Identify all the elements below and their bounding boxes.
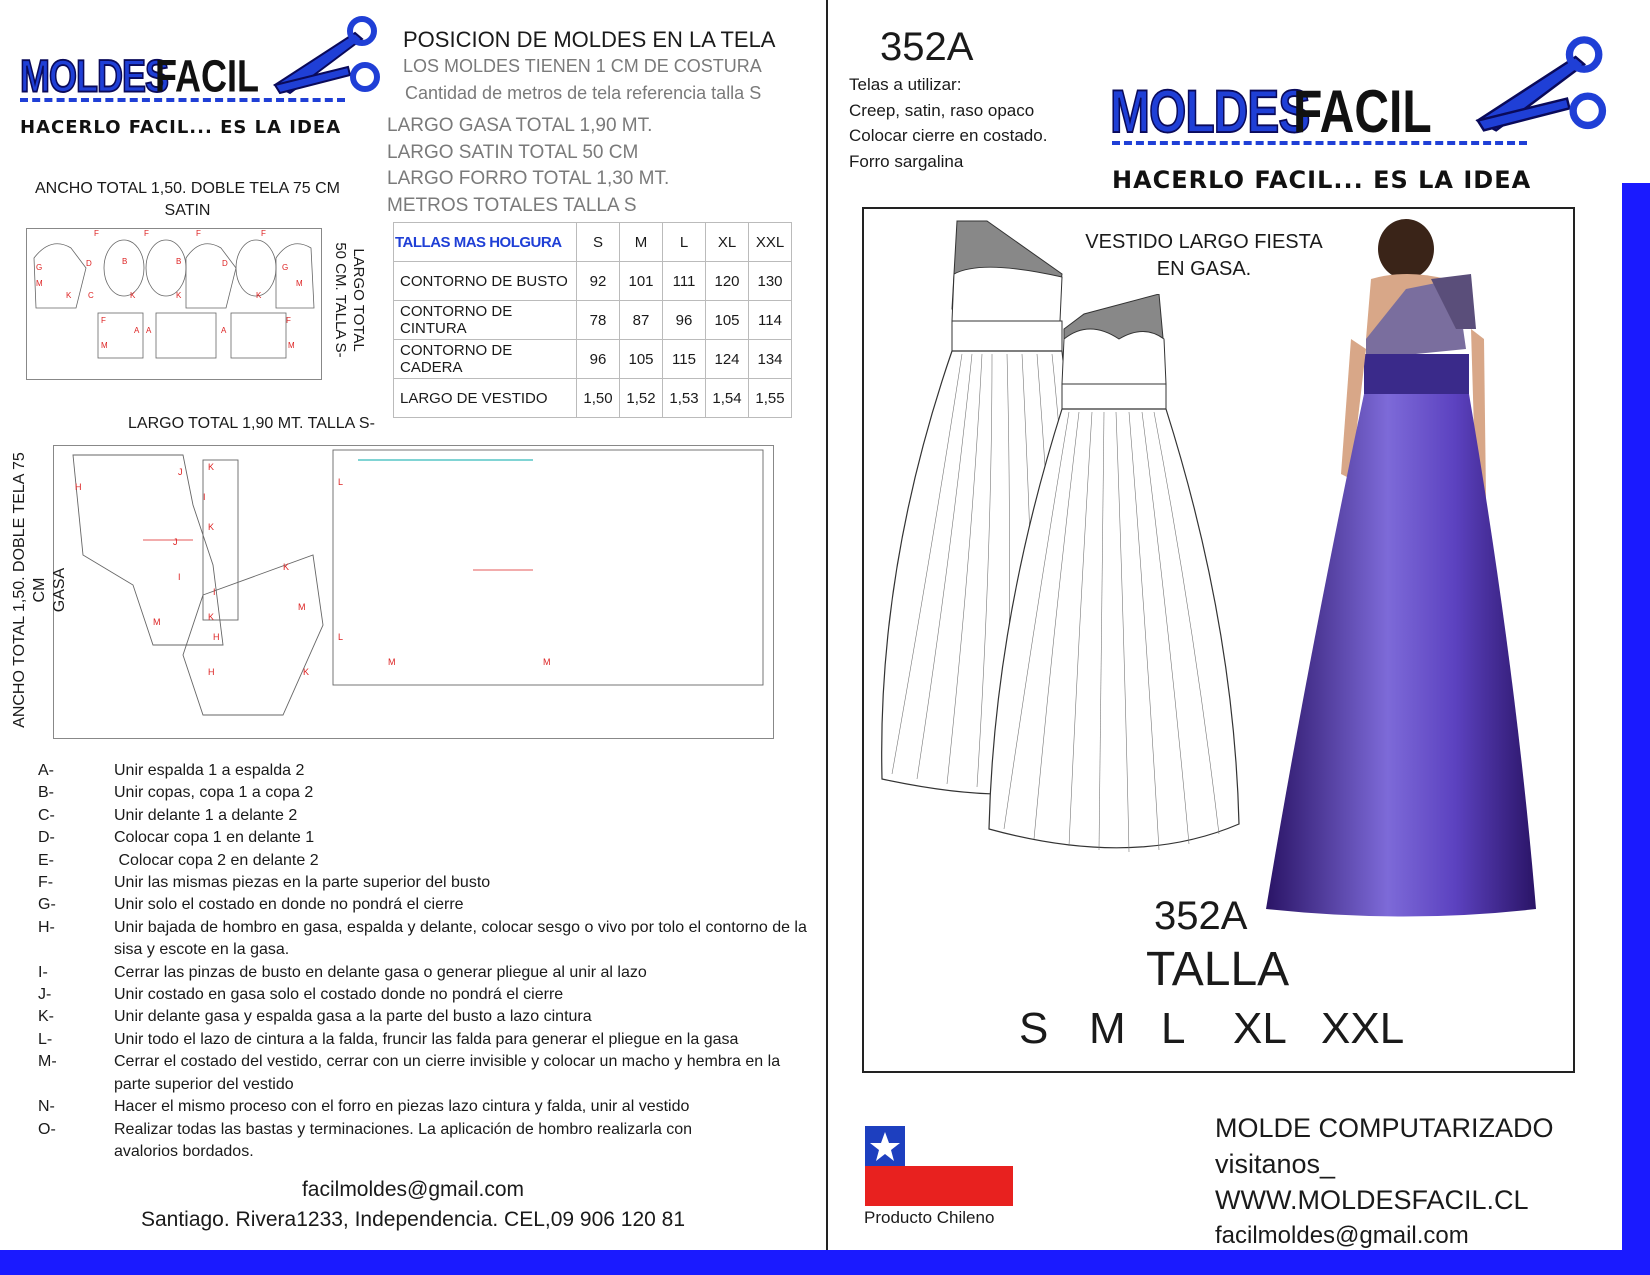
instruction-text: Unir delante 1 a delante 2 xyxy=(114,806,298,824)
scissors-icon xyxy=(270,15,390,105)
svg-text:F: F xyxy=(94,229,99,238)
svg-text:F: F xyxy=(261,229,266,238)
row-label: CONTORNO DE CADERA xyxy=(394,340,577,379)
instruction-key: J- xyxy=(38,986,52,1004)
svg-text:K: K xyxy=(176,291,182,300)
length-satin: LARGO SATIN TOTAL 50 CM xyxy=(387,141,639,163)
lengths-list xyxy=(387,113,669,219)
cell: 115 xyxy=(663,340,706,379)
cell: 92 xyxy=(577,262,620,301)
satin-title-line: SATIN xyxy=(164,202,211,219)
fabric-line: Forro sargalina xyxy=(849,151,964,171)
instruction-item xyxy=(38,872,808,894)
cell: 105 xyxy=(620,340,663,379)
footer-info xyxy=(1215,1110,1554,1254)
contact-address: Santiago. Rivera1233, Independencia. CEL,09 906 120 81 xyxy=(140,1208,686,1231)
logo-facil-text: FACIL xyxy=(1293,79,1432,146)
instruction-key: M- xyxy=(38,1053,57,1071)
svg-text:K: K xyxy=(208,462,215,472)
svg-text:A: A xyxy=(134,326,140,335)
instruction-item xyxy=(38,917,808,962)
svg-text:B: B xyxy=(122,257,128,266)
gasa-pattern-layout xyxy=(53,445,775,740)
footer-email-link[interactable]: facilmoldes@gmail.com xyxy=(1215,1222,1469,1249)
gasa-side-line: ANCHO TOTAL 1,50. DOBLE TELA 75 CM xyxy=(11,452,48,728)
svg-text:H: H xyxy=(213,632,220,642)
instruction-key: H- xyxy=(38,918,55,936)
svg-text:B: B xyxy=(176,257,182,266)
instruction-text: Unir espalda 1 a espalda 2 xyxy=(114,762,305,779)
instruction-item xyxy=(38,1006,808,1028)
size-head: L xyxy=(663,223,706,262)
cell: 130 xyxy=(749,262,792,301)
svg-text:F: F xyxy=(144,229,149,238)
svg-text:G: G xyxy=(36,263,43,272)
instruction-item xyxy=(38,805,808,827)
footer-website-link[interactable]: WWW.MOLDESFACIL.CL xyxy=(1215,1185,1529,1215)
svg-text:D: D xyxy=(86,259,92,268)
contact-email[interactable]: facilmoldes@gmail.com xyxy=(301,1178,525,1201)
size-option: S xyxy=(1019,1004,1049,1053)
instruction-text: Colocar copa 2 en delante 2 xyxy=(114,851,319,869)
page-divider xyxy=(826,0,828,1275)
length-total: METROS TOTALES TALLA S xyxy=(387,194,637,216)
table-header: TALLAS MAS HOLGURA xyxy=(394,223,577,262)
svg-text:I: I xyxy=(213,587,216,597)
instruction-text: Realizar todas las bastas y terminaciones. La aplicación de hombro realizarla con avalorios bordados. xyxy=(114,1120,693,1160)
size-head: M xyxy=(620,223,663,262)
talla-label: TALLA xyxy=(1146,943,1290,996)
origin-label: Producto Chileno xyxy=(864,1208,995,1227)
accent-side-bar xyxy=(1622,183,1650,1253)
cell: 78 xyxy=(577,301,620,340)
instruction-item xyxy=(38,1119,808,1164)
satin-side-line: 50 CM. TALLA S- xyxy=(332,242,349,358)
cell: 114 xyxy=(749,301,792,340)
cell: 101 xyxy=(620,262,663,301)
instruction-item xyxy=(38,1029,808,1051)
svg-text:M: M xyxy=(298,602,306,612)
logo-underline xyxy=(20,98,345,102)
instruction-key: G- xyxy=(38,896,56,914)
svg-text:K: K xyxy=(208,612,215,622)
svg-text:M: M xyxy=(153,617,161,627)
instruction-item xyxy=(38,1051,808,1096)
logo-facil-text: FACIL xyxy=(155,50,259,102)
instruction-text: Unir copas, copa 1 a copa 2 xyxy=(114,784,314,802)
table-row xyxy=(394,340,792,379)
svg-text:I: I xyxy=(203,492,206,502)
svg-text:H: H xyxy=(75,482,82,492)
fabric-line: Telas a utilizar: xyxy=(849,75,962,94)
footer-title: MOLDE COMPUTARIZADO xyxy=(1215,1113,1554,1143)
accent-bottom-bar xyxy=(0,1250,1650,1275)
instruction-text: Hacer el mismo proceso con el forro en piezas lazo cintura y falda, unir al vestido xyxy=(114,1098,690,1116)
cell: 105 xyxy=(706,301,749,340)
instruction-item xyxy=(38,962,808,984)
size-head: XXL xyxy=(749,223,792,262)
instruction-key: C- xyxy=(38,806,55,824)
fabric-line: Colocar cierre en costado. xyxy=(849,126,1048,145)
meters-note: Cantidad de metros de tela referencia talla S xyxy=(405,83,762,103)
tagline: HACERLO FACIL... ES LA IDEA xyxy=(20,117,342,138)
pattern-code: 352A xyxy=(880,25,974,69)
instruction-text: Unir costado en gasa solo el costado donde no pondrá el cierre xyxy=(114,986,564,1004)
size-option: M xyxy=(1089,1004,1126,1053)
satin-title xyxy=(20,178,355,222)
cell: 1,52 xyxy=(620,379,663,418)
cell: 87 xyxy=(620,301,663,340)
code-big: 352A xyxy=(1154,894,1248,938)
svg-text:M: M xyxy=(296,279,303,288)
row-label: CONTORNO DE CINTURA xyxy=(394,301,577,340)
instruction-text: Unir las mismas piezas en la parte superior del busto xyxy=(114,874,491,892)
cell: 134 xyxy=(749,340,792,379)
instruction-key: D- xyxy=(38,829,55,847)
instruction-item xyxy=(38,782,808,804)
length-forro: LARGO FORRO TOTAL 1,30 MT. xyxy=(387,168,670,189)
dress-flat-front-drawing xyxy=(984,294,1254,884)
dress-title-line: VESTIDO LARGO FIESTA xyxy=(1085,231,1323,253)
instruction-key: E- xyxy=(38,851,54,869)
instruction-key: F- xyxy=(38,874,54,892)
size-head: S xyxy=(577,223,620,262)
table-row xyxy=(394,379,792,418)
svg-text:M: M xyxy=(101,341,108,350)
instruction-text: Unir bajada de hombro en gasa, espalda y delante, colocar sesgo o vivo por tolo el contorno de la sisa y escote en la gasa. xyxy=(114,918,807,959)
cell: 1,53 xyxy=(663,379,706,418)
size-option: XXL xyxy=(1321,1004,1405,1053)
cell: 96 xyxy=(663,301,706,340)
instruction-item xyxy=(38,850,808,872)
size-option: L xyxy=(1161,1004,1186,1053)
svg-text:K: K xyxy=(283,562,290,572)
row-label: LARGO DE VESTIDO xyxy=(394,379,577,418)
svg-text:F: F xyxy=(196,229,201,238)
fabric-line: Creep, satin, raso opaco xyxy=(849,100,1035,120)
instruction-key: K- xyxy=(38,1008,54,1026)
size-head: XL xyxy=(706,223,749,262)
table-row xyxy=(394,301,792,340)
svg-text:F: F xyxy=(101,316,106,325)
instruction-text: Colocar copa 1 en delante 1 xyxy=(114,829,315,847)
instruction-text: Unir delante gasa y espalda gasa a la parte del busto a lazo cintura xyxy=(114,1008,592,1026)
chile-flag-icon xyxy=(865,1126,1013,1206)
cell: 111 xyxy=(663,262,706,301)
instruction-text: Unir todo el lazo de cintura a la falda, fruncir las falda para generar el pliegue en la gasa xyxy=(114,1030,739,1048)
size-options xyxy=(1019,1004,1404,1054)
instruction-text: Cerrar las pinzas de busto en delante gasa o generar pliegue al unir al lazo xyxy=(114,963,647,981)
instruction-item xyxy=(38,760,808,782)
svg-text:L: L xyxy=(338,477,344,487)
svg-text:K: K xyxy=(208,522,215,532)
cell: 1,50 xyxy=(577,379,620,418)
svg-text:J: J xyxy=(173,537,178,547)
positions-heading: POSICION DE MOLDES EN LA TELA xyxy=(403,27,776,52)
tagline: HACERLO FACIL... ES LA IDEA xyxy=(1112,166,1532,194)
svg-text:K: K xyxy=(130,291,136,300)
svg-text:D: D xyxy=(222,259,228,268)
svg-text:H: H xyxy=(208,667,215,677)
satin-side-label xyxy=(332,235,385,365)
cell: 124 xyxy=(706,340,749,379)
instruction-item xyxy=(38,1096,808,1118)
svg-text:K: K xyxy=(303,667,310,677)
instruction-text: Cerrar el costado del vestido, cerrar con un cierre invisible y colocar un macho y hembra en la parte superior del vestido xyxy=(114,1053,781,1093)
svg-text:G: G xyxy=(282,263,289,272)
fabrics-list xyxy=(849,72,1047,174)
svg-text:M: M xyxy=(36,279,43,288)
product-frame xyxy=(862,207,1575,1073)
instruction-key: L- xyxy=(38,1030,53,1048)
svg-text:K: K xyxy=(66,291,72,300)
dress-title-line: EN GASA. xyxy=(1156,258,1252,280)
table-row xyxy=(394,262,792,301)
logo-underline xyxy=(1112,141,1527,145)
instruction-key: I- xyxy=(38,963,48,981)
instructions-list xyxy=(38,760,808,1163)
instruction-item xyxy=(38,984,808,1006)
svg-text:A: A xyxy=(221,326,227,335)
size-option: XL xyxy=(1233,1004,1287,1053)
logo-moldes-text: MOLDES xyxy=(20,50,169,102)
cell: 120 xyxy=(706,262,749,301)
svg-text:F: F xyxy=(286,316,291,325)
length-gasa: LARGO GASA TOTAL 1,90 MT. xyxy=(387,115,653,136)
cell: 1,55 xyxy=(749,379,792,418)
svg-text:K: K xyxy=(256,291,262,300)
svg-text:M: M xyxy=(288,341,295,350)
instruction-item xyxy=(38,894,808,916)
gasa-title: LARGO TOTAL 1,90 MT. TALLA S- xyxy=(128,415,375,432)
instruction-text: Unir solo el costado en donde no pondrá el cierre xyxy=(114,896,464,914)
svg-text:M: M xyxy=(388,657,396,667)
instruction-key: B- xyxy=(38,784,54,802)
instruction-key: A- xyxy=(38,762,54,779)
svg-text:A: A xyxy=(146,326,152,335)
size-table xyxy=(393,222,792,418)
row-label: CONTORNO DE BUSTO xyxy=(394,262,577,301)
svg-text:I: I xyxy=(178,572,181,582)
satin-title-line: ANCHO TOTAL 1,50. DOBLE TELA 75 CM xyxy=(34,180,340,197)
svg-text:M: M xyxy=(543,657,551,667)
scissors-icon xyxy=(1465,35,1625,145)
svg-text:C: C xyxy=(88,291,94,300)
seam-note: LOS MOLDES TIENEN 1 CM DE COSTURA xyxy=(403,56,762,76)
logo-moldes-text: MOLDES xyxy=(1110,79,1310,146)
svg-text:J: J xyxy=(178,467,183,477)
dress-photo xyxy=(1256,219,1556,919)
satin-pattern-layout xyxy=(26,228,322,380)
gasa-side-label xyxy=(10,440,68,740)
cell: 96 xyxy=(577,340,620,379)
cell: 1,54 xyxy=(706,379,749,418)
instruction-item xyxy=(38,827,808,849)
footer-visit: visitanos_ xyxy=(1215,1149,1336,1179)
gasa-side-line: GASA xyxy=(51,567,68,613)
satin-side-line: LARGO TOTAL xyxy=(350,248,367,352)
instruction-key: O- xyxy=(38,1120,56,1138)
svg-text:L: L xyxy=(338,632,344,642)
instruction-key: N- xyxy=(38,1098,55,1116)
